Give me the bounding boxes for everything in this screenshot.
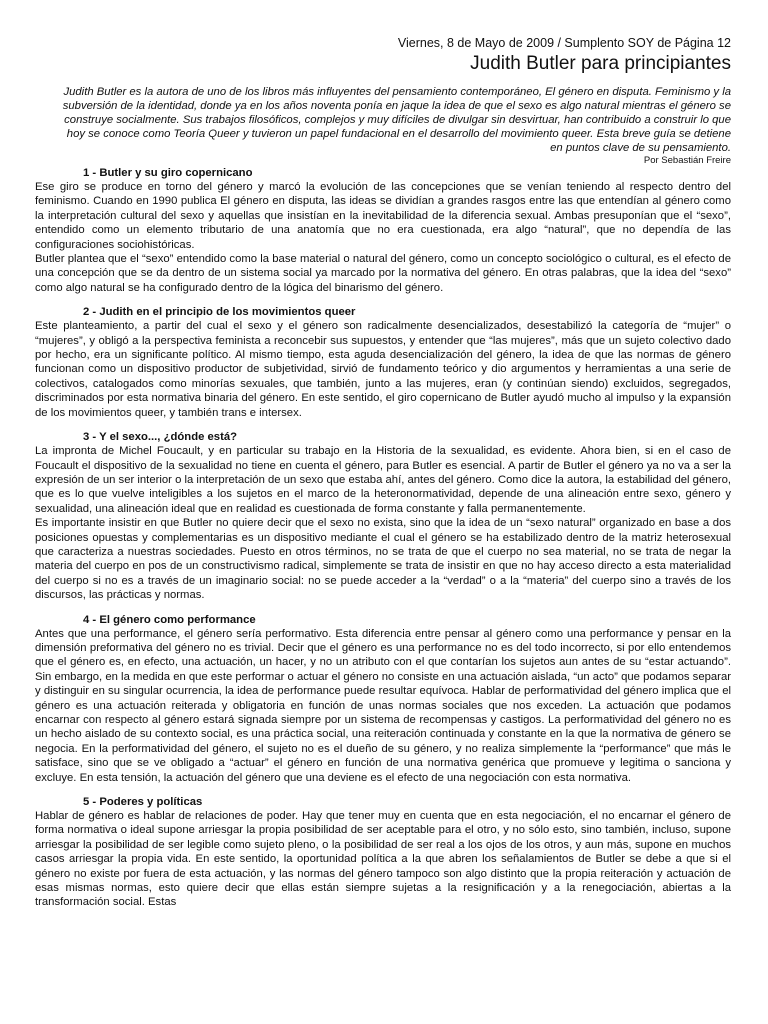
issue-line: Viernes, 8 de Mayo de 2009 / Sumplento SOY de Página 12 — [397, 36, 731, 50]
article-title: Judith Butler para principiantes — [470, 53, 731, 74]
section-1-paragraph-2: Butler plantea que el “sexo” entendido como la base material o natural del género, como un concepto sociológico o cultural, es el efecto de una concepción que se da dentro de un sistema social ya marcado por la normativa del género. En otras palabras, que la idea del “sexo” como algo natural se ha configurado dentro de la lógica del binarismo del género. — [35, 253, 731, 294]
section-1-title: 1 - Butler y su giro copernicano — [83, 167, 253, 179]
section-4-paragraph-1: Antes que una performance, el género sería performativo. Esta diferencia entre pensar al género como una performance y pensar en la dimensión preformativa del género no es trivial. Decir que el género es una performance no es del todo incorrecto, si por ello entendemos que el género es, en efecto, una actuación, un hacer, y no un atributo con el que contarían los sujetos aun antes de su “estar actuando”. Sin embargo, en la medida en que este performar o actuar el género no consiste en una actuación aislada, “un acto” que podamos separar y distinguir en su singular ocurrencia, la idea de performance puede resultar equívoca. Hablar de performatividad del género implica que el género es una actuación reiterada y obligatoria en función de unas normas sociales que nos exceden. La actuación que podamos encarnar con respecto al género estará signada siempre por un sistema de recompensas y castigos. La performatividad del género no es un hecho aislado de su contexto social, es una práctica social, una reiteración continuada y constante en la que la normativa de género se negocia. En la performatividad del género, el sujeto no es el dueño de su género, y no realiza simplemente la “performance” que más le satisface, sino que se ve obligado a “actuar” el género en función de una normativa genérica que promueve y legitima o sanciona y excluye. En esta tensión, la actuación del género que una deviene es el efecto de una negociación con esta normativa. — [35, 627, 731, 784]
section-2-paragraph-1: Este planteamiento, a partir del cual el sexo y el género son radicalmente desencializados, desestabilizó la categoría de “mujer” o “mujeres”, y obligó a la perspectiva feminista a reconcebir sus supuestos, y entender que “las mujeres”, más que un sujeto colectivo dado por hecho, era un significante político. Al mismo tiempo, esta aguda desencialización del género, la idea de que las normas de género funcionan como un dispositivo productor de subjetividad, sirvió de fundamento teórico y dio argumentos y herramientas a una serie de colectivos, catalogados como minorías sexuales, que también, junto a las mujeres, eran (y continúan siendo) excluidos, segregados, discriminados por esta normativa binaria del género. En este sentido, el giro copernicano de Butler ayudó mucho al impulso y la expansión de los movimientos queer, y también trans e intersex. — [35, 320, 731, 419]
section-4-title: 4 - El género como performance — [83, 613, 256, 626]
section-5-title: 5 - Poderes y políticas — [83, 796, 203, 809]
section-2-title: 2 - Judith en el principio de los movimientos queer — [83, 306, 356, 319]
intro-paragraph: Judith Butler es la autora de uno de los libros más influyentes del pensamiento contemporáneo, El género en disputa. Feminismo y la subversión de la identidad, donde ya en los años noventa ponía en jaque la idea de que el sexo es algo natural mientras el género se construye socialmente. Sus trabajos filosóficos, complejos y muy difíciles de divulgar sin desvirtuar, han contribuido a construir lo que hoy se conoce como Teoría Queer y tuvieron un papel fundacional en el desarrollo del movimiento queer. Esta breve guía se detiene en puntos clave de su pensamiento. — [62, 86, 731, 154]
section-1-paragraph-1: Ese giro se produce en torno del género y marcó la evolución de las concepciones que se venían teniendo al respecto dentro del feminismo. Cuando en 1990 publica El género en disputa, las ideas se dividían a grandes rasgos entre las que entendían al género como la interpretación cultural del sexo y aquellas que insistían en la inevitabilidad de la diferencia sexual. Ambas presuponían que el “sexo”, entendido como un elemento tributario de una anatomía que no era cuestionada, era algo “natural”, que no dependía de las configuraciones sociohistóricas. — [35, 181, 731, 251]
section-3-paragraph-1: La impronta de Michel Foucault, y en particular su trabajo en la Historia de la sexualidad, es evidente. Ahora bien, si en el caso de Foucault el dispositivo de la sexualidad no tiene en cuenta el género, para Butler es esencial. A partir de Butler el género ya no va a ser la expresión de un ser interior o la interpretación de un sexo que estaba ahí, antes del género. Como dice la autora, la estabilidad del género, que es lo que vuelve inteligibles a los sujetos en el marco de la heteronormatividad, depende de una alineación entre sexo, género y sexualidad, una alineación ideal que en realidad es cuestionada de forma constante y falla permanentemente. — [35, 445, 731, 515]
section-3-paragraph-2: Es importante insistir en que Butler no quiere decir que el sexo no exista, sino que la idea de un “sexo natural” organizado en base a dos posiciones opuestas y complementarias es un dispositivo mediante el cual el género se ha estabilizado dentro de la matriz heterosexual que caracteriza a nuestras sociedades. Puesto en otros términos, no se trata de que el cuerpo no sea material, no se trata de negar la materia del cuerpo en pos de un constructivismo radical, simplemente se trata de insistir en que no hay acceso directo a esta materialidad del cuerpo si no es a través de un imaginario social: no se puede acceder a la “verdad” o a la “materia” del cuerpo sino a través de los discursos, las prácticas y normas. — [35, 517, 731, 602]
section-5-paragraph-1: Hablar de género es hablar de relaciones de poder. Hay que tener muy en cuenta que en esta negociación, el no encarnar el género de forma normativa o ideal supone arriesgar la propia posibilidad de ser aceptable para el otro, y no sólo esto, sino también, incluso, supone arriesgar la posibilidad de ser legible como sujeto pleno, o la posibilidad de ser real a los ojos de los otros, y aun más, supone en muchos casos arriesgar la propia vida. En este sentido, la oportunidad política a la que abren los señalamientos de Butler se debe a que si el género no existe por fuera de esta actuación, y las normas del género tampoco son algo distinto que la propia reiteración y actuación de esas mismas normas, esto quiere decir que ellas están siempre sujetas a la resignificación y a la renegociación, abiertas a la transformación social. Estas — [35, 810, 731, 909]
author-byline: Por Sebastián Freire — [643, 155, 731, 166]
section-3-title: 3 - Y el sexo..., ¿dónde está? — [83, 431, 238, 444]
